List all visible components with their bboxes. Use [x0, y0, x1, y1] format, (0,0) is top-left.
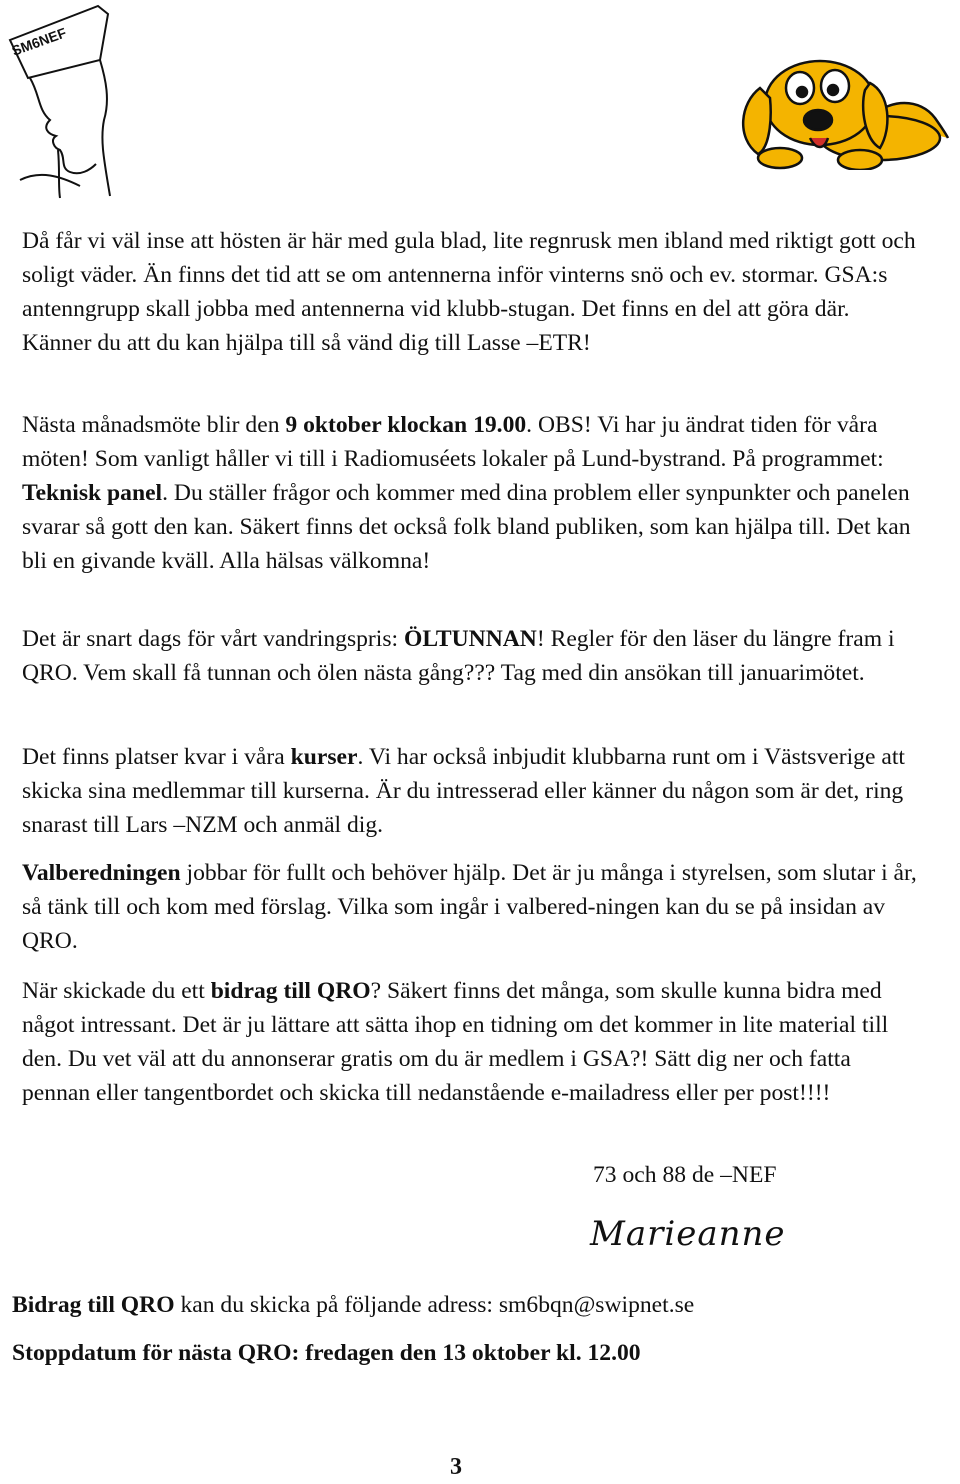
meeting-text-1: Nästa månadsmöte blir den	[22, 412, 286, 438]
meeting-text-3: . Du ställer frågor och kommer med dina problem eller synpunkter och panelen svarar så gott den kan. Säkert finns det också folk bland publiken, som kan hjälpa till. Det kan bli en givande kväll. Alla hälsas välkomna!	[22, 480, 911, 574]
nomination-word: Valberedningen	[22, 860, 181, 886]
courses-text-1: Det finns platser kvar i våra	[22, 744, 291, 770]
paragraph-nomination	[22, 856, 922, 958]
prize-name: ÖLTUNNAN	[403, 626, 537, 652]
dog-illustration	[720, 58, 950, 170]
paragraph-prize	[22, 622, 922, 690]
program-title: Teknisk panel	[22, 480, 163, 506]
nefertiti-logo	[0, 0, 120, 200]
nomination-text: jobbar för fullt och behöver hjälp. Det är ju många i styrelsen, som slutar i år, så tänk till och kom med förslag. Vilka som ingår i valbered-ningen kan du se på insidan av QRO.	[22, 860, 917, 954]
prize-text-2: ! Regler för den läser du längre fram i QRO. Vem skall få tunnan och ölen nästa gång??? Tag med din ansökan till januarimötet.	[22, 626, 895, 686]
paragraph-courses	[22, 740, 922, 842]
footer-address: kan du skicka på följande adress: sm6bqn@swipnet.se	[174, 1292, 695, 1318]
footer-bold: Bidrag till QRO	[12, 1292, 175, 1318]
paragraph-contribution	[22, 974, 922, 1110]
meeting-text-2: . OBS! Vi har ju ändrat tiden för våra möten! Som vanligt håller vi till i Radiomuséets lokaler på Lund-bystrand. På programmet:	[22, 412, 884, 472]
contribution-text-2: ? Säkert finns det många, som skulle kunna bidra med något intressant. Det är ju lättare att sätta ihop en tidning om det kommer in lite material till den. Du vet väl att du annonserar gratis om du är medlem i GSA?! Sätt dig ner och fatta pennan eller tangentbordet och skicka till nedanstående e-mailadress eller per post!!!!	[22, 978, 889, 1106]
contribution-text-1: När skickade du ett	[22, 978, 211, 1004]
prize-text-1: Det är snart dags för vårt vandringspris:	[22, 626, 404, 652]
paragraph-meeting	[22, 408, 922, 578]
logo-text: SM6NEF	[9, 24, 69, 59]
footer-contribution	[12, 1288, 694, 1322]
signature: Marieanne	[590, 1214, 786, 1254]
paragraph-autumn: Då får vi väl insе att hösten är här med gula blad, lite regnrusk men ibland med riktigt gott och soligt väder. Än finns det tid att se om antennerna inför vinterns snö och ev. stormar. GSA:s antenngrupp skall jobba med antennerna vid klubb-stugan. Det finns en del att göra där. Känner du att du kan hjälpa till så vänd dig till Lasse –ETR!	[22, 228, 916, 356]
body-text	[22, 224, 922, 360]
meeting-date: 9 oktober klockan 19.00	[285, 412, 527, 438]
courses-text-2: . Vi har också inbjudit klubbarna runt om i Västsverige att skicka sina medlemmar till kurserna. Är du intresserad eller känner du någon som är det, ring snarast till Lars –NZM och anmäl dig.	[22, 744, 905, 838]
signoff: 73 och 88 de –NEF	[593, 1162, 777, 1188]
courses-word: kurser	[290, 744, 358, 770]
page-number: 3	[450, 1454, 462, 1480]
footer-deadline: Stoppdatum för nästa QRO: fredagen den 13 oktober kl. 12.00	[12, 1340, 641, 1366]
contribution-bold: bidrag till QRO	[210, 978, 371, 1004]
